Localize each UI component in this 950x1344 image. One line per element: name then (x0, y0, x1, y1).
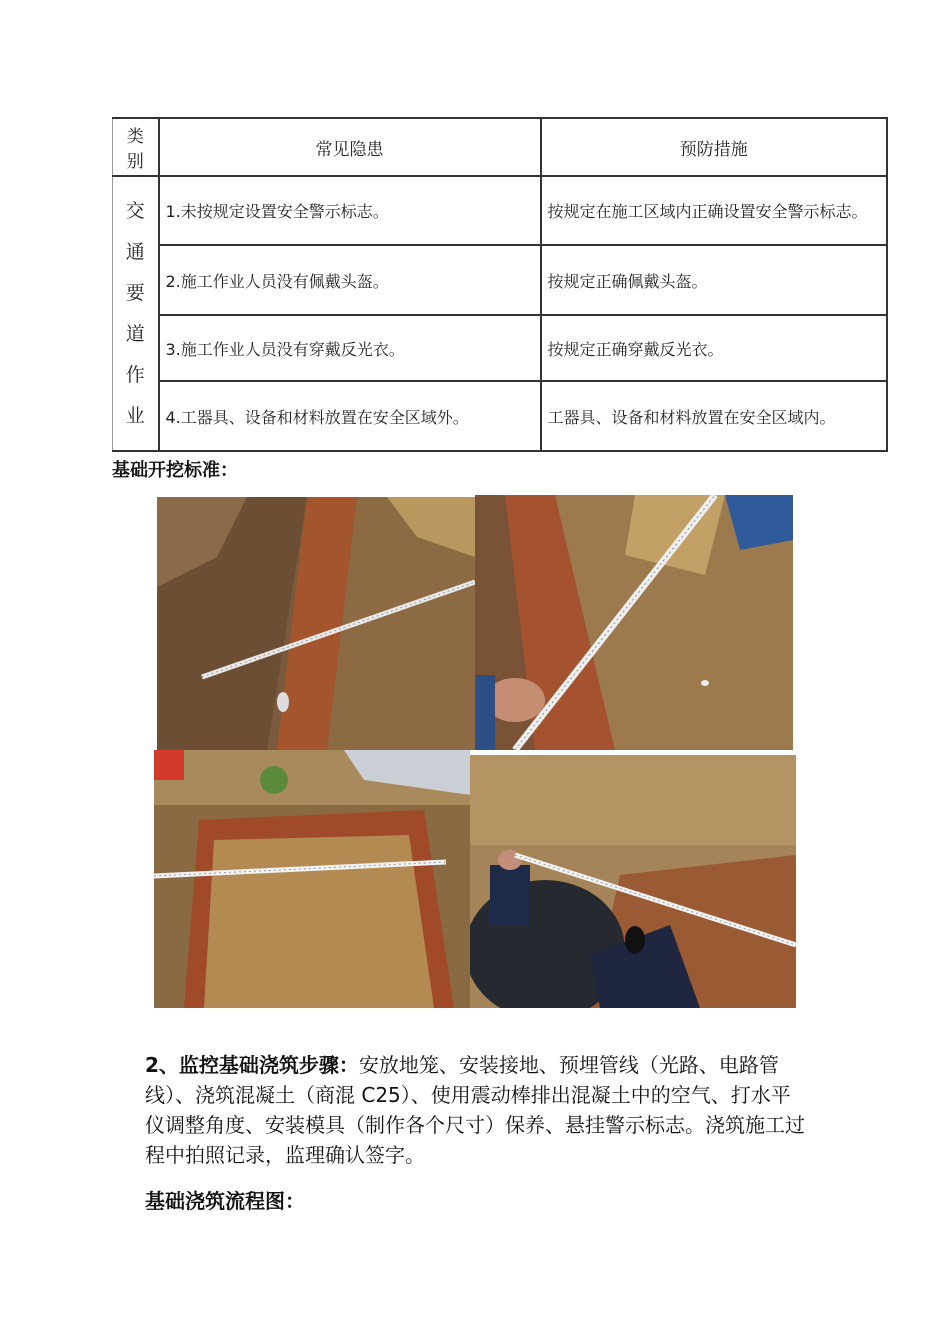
pit-photo-worker-measuring (470, 755, 796, 1008)
pit-photo-tape-across (154, 750, 470, 1008)
category-cell (113, 176, 159, 451)
table-row (113, 315, 888, 381)
category-char: 道 (125, 322, 145, 345)
table-row (113, 381, 888, 451)
header-category: 类别 (113, 118, 159, 176)
measure-cell: 按规定在施工区域内正确设置安全警示标志。 (541, 176, 888, 245)
hazard-cell: 4.工器具、设备和材料放置在安全区域外。 (159, 381, 541, 451)
table-row (113, 176, 888, 245)
steps-text: 安放地笼、安装接地、预埋管线（光路、电路管线）、浇筑混凝土（商混 C25）、使用震动棒排出混凝土中的空气、打水平仪调整角度、安装模具（制作各个尺寸）保养、悬挂警示标志。浇筑施工过程中拍照记录，监理确认签字。 (145, 1053, 805, 1167)
measure-cell: 工器具、设备和材料放置在安全区域内。 (541, 381, 888, 451)
category-char: 交 (125, 199, 145, 222)
measure-cell: 按规定正确佩戴头盔。 (541, 245, 888, 315)
hazard-cell: 1.未按规定设置安全警示标志。 (159, 176, 541, 245)
flow-chart-title: 基础浇筑流程图： (145, 1189, 305, 1213)
category-char: 通 (125, 240, 145, 263)
table-row (113, 245, 888, 315)
hazard-cell: 3.施工作业人员没有穿戴反光衣。 (159, 315, 541, 381)
header-measure: 预防措施 (541, 118, 888, 176)
steps-label: 2、监控基础浇筑步骤： (145, 1053, 359, 1077)
hazard-table (112, 117, 888, 452)
header-hazard: 常见隐患 (159, 118, 541, 176)
measure-cell: 按规定正确穿戴反光衣。 (541, 315, 888, 381)
trench-photo-hand-tape (475, 495, 793, 750)
hazard-cell: 2.施工作业人员没有佩戴头盔。 (159, 245, 541, 315)
pouring-steps-paragraph (145, 1050, 810, 1170)
excavation-title: 基础开挖标准： (112, 460, 238, 481)
category-char: 作 (125, 363, 145, 386)
category-char: 业 (125, 404, 145, 427)
trench-photo-tape-measure (157, 497, 475, 750)
table-header-row (113, 118, 888, 176)
category-char: 要 (125, 281, 145, 304)
